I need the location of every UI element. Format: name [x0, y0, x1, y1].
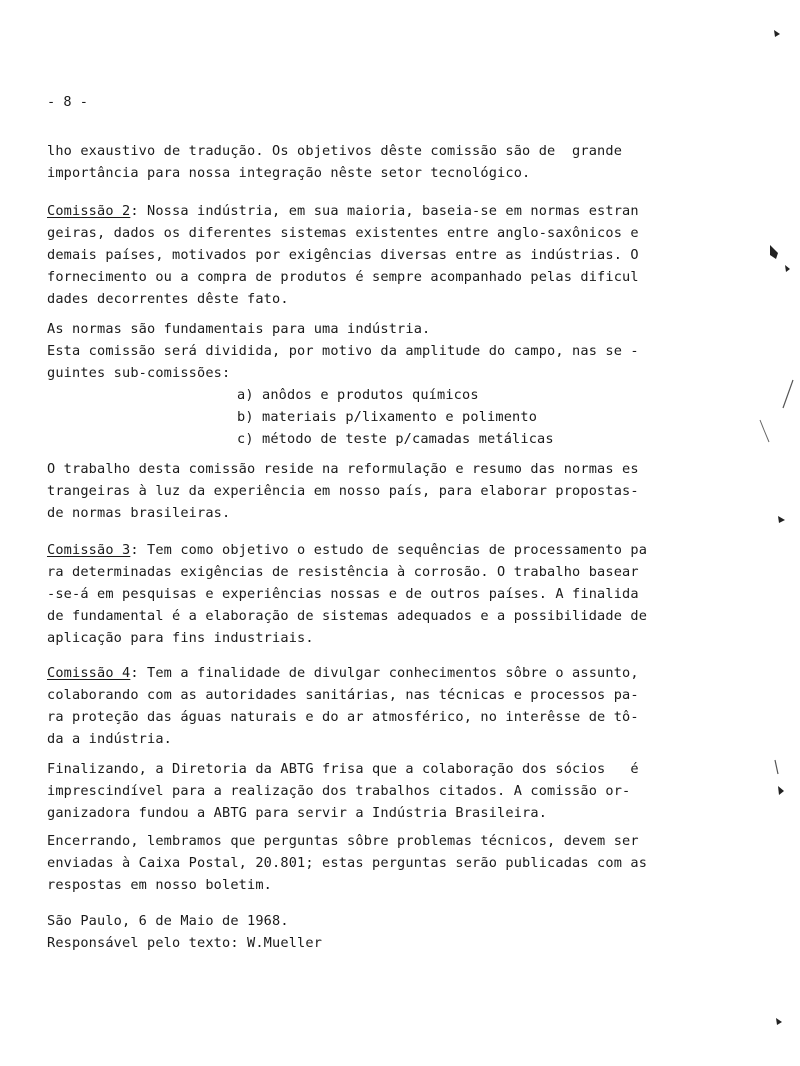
p7-line-2: imprescindível para a realização dos trabalhos citados. A comissão or-: [47, 783, 631, 799]
p6-line-2: colaborando com as autoridades sanitárias, nas técnicas e processos pa-: [47, 687, 639, 703]
commission-4-label: Comissão 4: [47, 665, 131, 681]
p4-line-2: trangeiras à luz da experiência em nosso país, para elaborar propostas-: [47, 483, 639, 499]
closing-author: Responsável pelo texto: W.Mueller: [47, 935, 323, 951]
p6-line-1-text: : Tem a finalidade de divulgar conhecimentos sôbre o assunto,: [130, 665, 639, 681]
subcommission-a: a) anôdos e produtos químicos: [237, 387, 479, 403]
p5-line-3: -se-á em pesquisas e experiências nossas e de outros países. A finalida: [47, 586, 639, 602]
p4-line-1: O trabalho desta comissão reside na reformulação e resumo das normas es: [47, 461, 639, 477]
p8-line-1: Encerrando, lembramos que perguntas sôbre problemas técnicos, devem ser: [47, 833, 639, 849]
p2-line-1-text: : Nossa indústria, em sua maioria, baseia-se em normas estran: [130, 203, 639, 219]
commission-2-label: Comissão 2: [47, 203, 131, 219]
p7-line-3: ganizadora fundou a ABTG para servir a Indústria Brasileira.: [47, 805, 548, 821]
subcommission-b: b) materiais p/lixamento e polimento: [237, 409, 538, 425]
closing-date: São Paulo, 6 de Maio de 1968.: [47, 913, 289, 929]
p5-line-2: ra determinadas exigências de resistência à corrosão. O trabalho basear: [47, 564, 639, 580]
p1-line-1: lho exaustivo de tradução. Os objetivos dêste comissão são de grande: [47, 143, 623, 159]
subcommission-c: c) método de teste p/camadas metálicas: [237, 431, 554, 447]
p1-line-2: importância para nossa integração nêste setor tecnológico.: [47, 165, 531, 181]
p7-line-1: Finalizando, a Diretoria da ABTG frisa que a colaboração dos sócios é: [47, 761, 639, 777]
p5-line-5: aplicação para fins industriais.: [47, 630, 314, 646]
p2-line-3: demais países, motivados por exigências diversas entre as indústrias. O: [47, 247, 639, 263]
p2-line-1: [47, 200, 667, 222]
p6-line-1: [47, 662, 667, 684]
commission-3-label: Comissão 3: [47, 542, 131, 558]
page-number: - 8 -: [47, 94, 88, 110]
p6-line-4: da a indústria.: [47, 731, 173, 747]
p5-line-4: de fundamental é a elaboração de sistemas adequados e a possibilidade de: [47, 608, 648, 624]
p4-line-3: de normas brasileiras.: [47, 505, 231, 521]
scan-margin-marks: [740, 0, 800, 1066]
p2-line-4: fornecimento ou a compra de produtos é sempre acompanhado pelas dificul: [47, 269, 639, 285]
p2-line-5: dades decorrentes dêste fato.: [47, 291, 289, 307]
p8-line-3: respostas em nosso boletim.: [47, 877, 273, 893]
p2-line-2: geiras, dados os diferentes sistemas existentes entre anglo-saxônicos e: [47, 225, 639, 241]
p3-line-2: Esta comissão será dividida, por motivo da amplitude do campo, nas se -: [47, 343, 639, 359]
p3-line-3: guintes sub-comissões:: [47, 365, 231, 381]
p8-line-2: enviadas à Caixa Postal, 20.801; estas perguntas serão publicadas com as: [47, 855, 648, 871]
p5-line-1-text: : Tem como objetivo o estudo de sequências de processamento pa: [130, 542, 648, 558]
p6-line-3: ra proteção das águas naturais e do ar atmosférico, no interêsse de tô-: [47, 709, 639, 725]
p5-line-1: [47, 539, 667, 561]
p3-line-1: As normas são fundamentais para uma indústria.: [47, 321, 431, 337]
